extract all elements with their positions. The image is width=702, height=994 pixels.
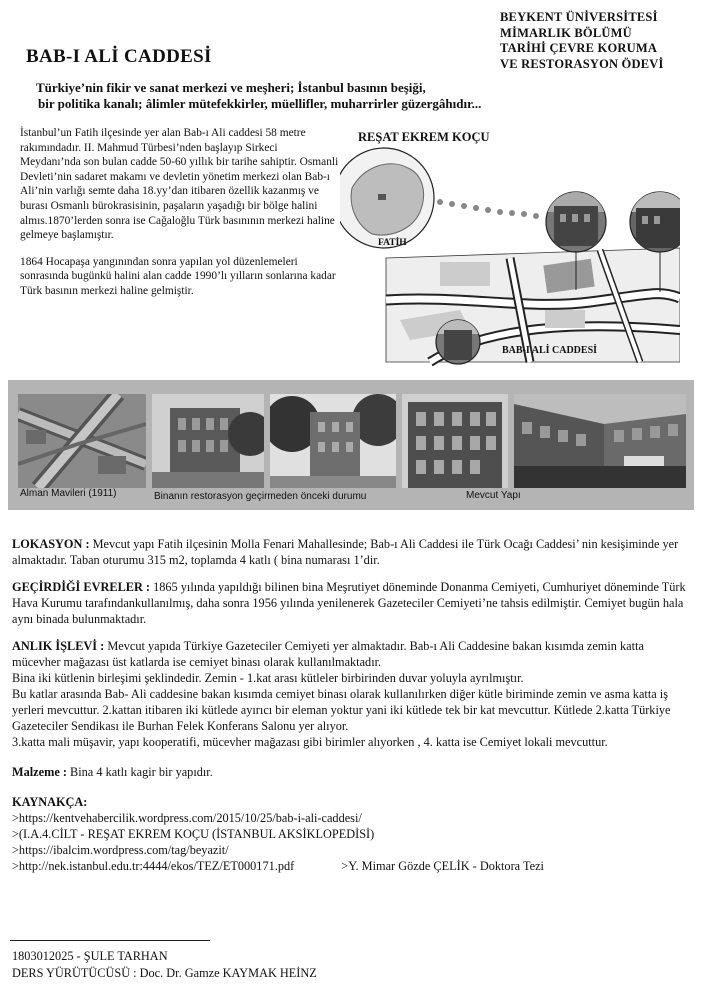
subtitle-line: bir politika kanalı; âlimler mütefekkirler, müellifler, muharrirler güzergâhıdır... (38, 96, 482, 111)
references (12, 794, 692, 874)
section-text: Bina 4 katlı kagir bir yapıdır. (66, 765, 213, 779)
photo-map-1911 (18, 394, 146, 488)
function-line: Bina iki kütlenin birleşimi şeklindedir. Zemin - 1.kat arası kütleler birbirinden duvar yoluyla ayrılmıştır. (12, 671, 524, 685)
section-function (12, 638, 692, 670)
references-heading: KAYNAKÇA: (12, 795, 88, 809)
section-phases (12, 579, 692, 627)
district-label: FATİH (378, 238, 407, 248)
student-line: 1803012025 - ŞULE TARHAN (12, 949, 168, 963)
page-title: BAB-I ALİ CADDESİ (26, 46, 212, 67)
section-heading: Malzeme : (12, 765, 67, 779)
institution-line: MİMARLIK BÖLÜMÜ (500, 25, 632, 40)
photo-strip (8, 380, 694, 510)
building-before-image (270, 394, 396, 488)
reference-row (12, 858, 692, 874)
function-line: 3.katta mali müşavir, yapı kooperatifi, mücevher mağazası gibi birimler alıyorken , 4. katta ise Cemiyet lokali mevcuttur. (12, 735, 608, 749)
subtitle (26, 80, 546, 112)
institution-block (500, 10, 680, 72)
map-1911-image (18, 394, 146, 488)
intro-paragraph: 1864 Hocapaşa yangınından sonra yapılan yol düzenlemeleri sonrasında bugünkü halini alan cadde 1990’lı yılların sonlarına kadar Türk basının merkezi haline gelmiştir. (20, 255, 336, 297)
photo-circle-3 (436, 320, 480, 364)
reference-thesis: >Y. Mimar Gözde ÇELİK - Doktora Tezi (341, 859, 544, 873)
district-circle (340, 148, 434, 248)
current-building-image (402, 394, 508, 488)
caption-before-restoration: Binanın restorasyon geçirmeden önceki durumu (154, 491, 367, 502)
intro-paragraph: İstanbul’un Fatih ilçesinde yer alan Bab-ı Ali caddesi 58 metre rakımındadır. II. Mahmud Türbesi’nden başlayıp Sirkeci Meydanı’nda son bulan cadde 50-60 yıllık bir tarihe sahiptir. Osmanli Devleti’nin sadaret makamı ve devletin yönetim merkezi olan Bab-ı Ali’nin varlığı semte daha 18.yy’dan itibaren özellik kazanmış ve burası Osmanlı bürokrasisinin, paşaların yaşadığı bir bölge halini almıs.1870’lerden sonra ise Cağaloğlu Türk basınının merkezi haline gelmeye başlamıştır. (20, 127, 339, 242)
building-before-image (152, 394, 264, 488)
current-street-image (514, 394, 686, 488)
photo-current-2 (514, 394, 686, 488)
section-text: Mevcut yapıda Türkiye Gazeteciler Cemiyeti yer almaktadır. Bab-ı Ali Caddesine bakan kısımda zemin katta mücevher mağazası üst katlarda ise cemiyet binası olarak kullanılmaktadır. (12, 639, 644, 669)
reference-item: >https://kentvehabercilik.wordpress.com/2015/10/25/bab-i-ali-caddesi/ (12, 811, 362, 825)
section-material (12, 764, 692, 780)
dotted-connector (437, 199, 539, 219)
section-heading: ANLIK İŞLEVİ : (12, 639, 105, 653)
caption-map-1911: Alman Mavileri (1911) (20, 488, 117, 499)
reference-item: >https://ibalcim.wordpress.com/tag/beyazit/ (12, 843, 229, 857)
function-line: Bu katlar arasında Bab- Ali caddesine bakan kısımda cemiyet binası olarak kullanılırken diğer kütle biriminde zemin ve asma katta iş yerleri mevcuttur. 2.kattan itibaren iki kütlede ayırıcı bir eleman yoktur yani iki kütlede tek bir kat mevcuttur. Kütlede 2.katta Türkiye Gazeteciler Sendikası ile Burhan Felek Konferans Salonu yer alıyor. (12, 687, 671, 733)
street-label: BAB-I ALİ CADDESİ (502, 345, 598, 356)
section-text: 1865 yılında yapıldığı bilinen bina Meşrutiyet döneminde Donanma Cemiyeti, Cumhuriyet döneminde Türk Hava Kurumu tarafındankullanılmış, daha sonra 1956 yılında yenilenerek Gazeteciler Cemiyeti’ne tahsis edilmiştir. Cemiyet bugün hala aynı binada bulunmaktadır. (12, 580, 686, 626)
body-text (12, 536, 692, 874)
photo-before-1 (152, 394, 264, 488)
photo-before-2 (270, 394, 396, 488)
caption-current: Mevcut Yapı (466, 490, 521, 501)
reference-item: >(I.A.4.CİLT - REŞAT EKREM KOÇU (İSTANBUL AKSİKLOPEDİSİ) (12, 827, 375, 841)
instructor-line: DERS YÜRÜTÜCÜSÜ : Doc. Dr. Gamze KAYMAK HEİNZ (12, 966, 317, 980)
photo-current-1 (402, 394, 508, 488)
section-heading: LOKASYON : (12, 537, 90, 551)
reference-item: >http://nek.istanbul.edu.tr:4444/ekos/TEZ/ET000171.pdf (12, 859, 295, 873)
footer (12, 948, 317, 982)
subtitle-line: Türkiye’nin fikir ve sanat merkezi ve meşheri; İstanbul basının beşiği, (36, 80, 426, 95)
section-heading: GEÇİRDİĞİ EVRELER : (12, 580, 151, 594)
section-text: Mevcut yapı Fatih ilçesinin Molla Fenari Mahallesinde; Bab-ı Ali Caddesi ile Türk Ocağı Caddesi’ nin kesişiminde yer almaktadır. Taban oturumu 315 m2, toplamda 4 katlı ( bina numarası 1’dir. (12, 537, 679, 567)
section-location (12, 536, 692, 568)
map-drawing (340, 130, 680, 370)
location-map (340, 130, 680, 370)
institution-line: TARİHİ ÇEVRE KORUMA (500, 41, 658, 55)
footer-divider (10, 940, 210, 941)
intro-text (20, 126, 340, 311)
institution-line: VE RESTORASYON ÖDEVİ (500, 56, 664, 71)
map-author-label: REŞAT EKREM KOÇU (358, 130, 490, 144)
institution-line: BEYKENT ÜNİVERSİTESİ (500, 10, 658, 24)
